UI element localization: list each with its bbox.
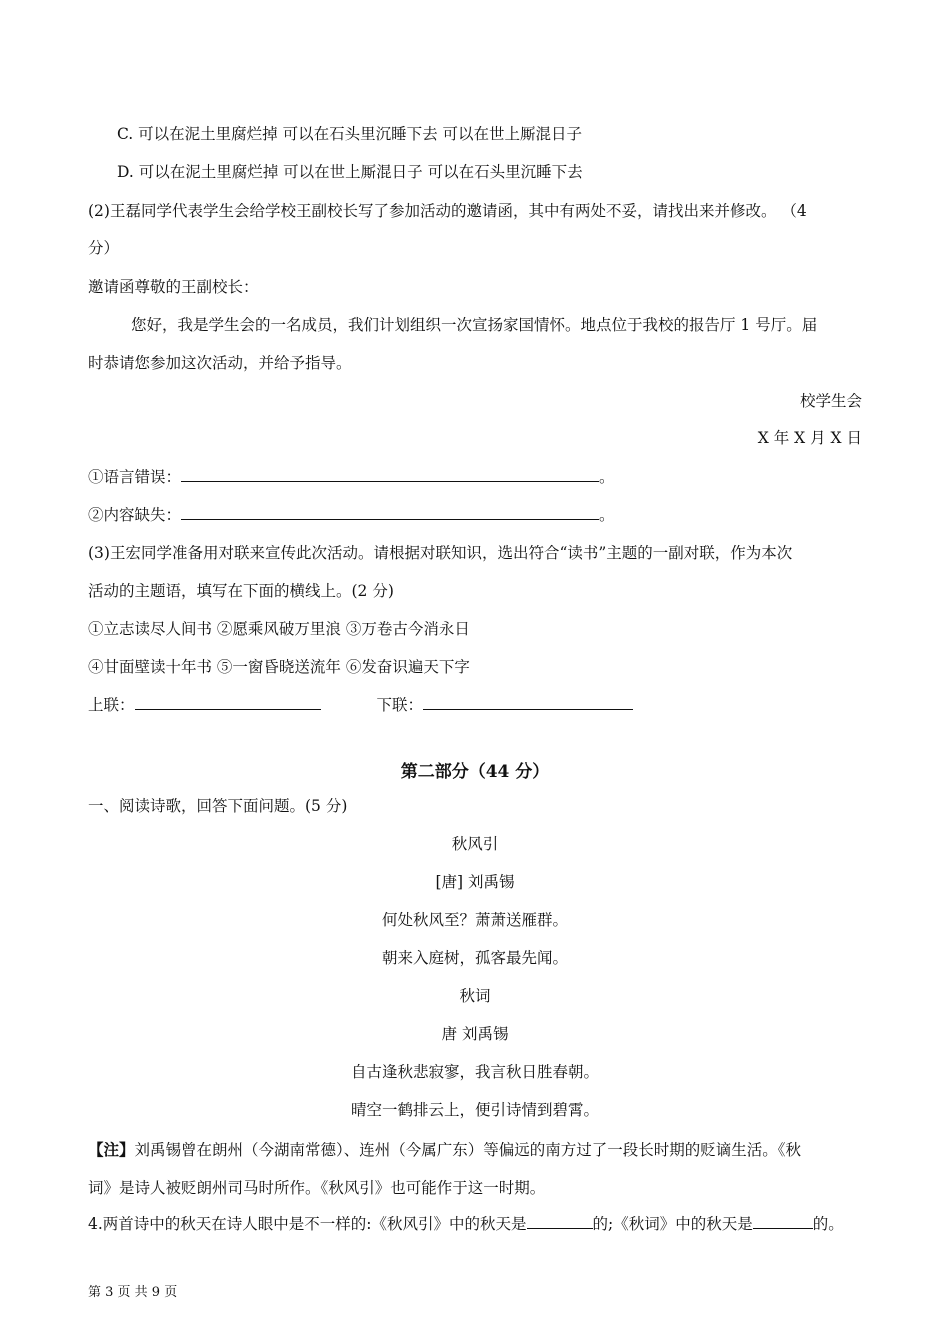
q4-blank-2[interactable]	[753, 1212, 813, 1229]
answer-content-missing	[88, 503, 615, 525]
couplet-options-line1: ①立志读尽人间书 ②愿乘风破万里浪 ③万卷古今消永日	[88, 620, 470, 638]
section-one-heading: 一、阅读诗歌，回答下面问题。(5 分)	[88, 797, 348, 815]
part-two-title: 第二部分（44 分）	[400, 762, 550, 782]
note-line1	[88, 1138, 801, 1160]
q3-prompt-line1: (3)王宏同学准备用对联来宣传此次活动。请根据对联知识，选出符合“读书”主题的一副对联，作为本次	[88, 544, 793, 562]
page-footer: 第 3 页 共 9 页	[88, 1285, 178, 1300]
upper-couplet-label: 上联：	[88, 696, 135, 714]
poem2-title: 秋词	[459, 987, 491, 1005]
couplet-answer-row	[88, 693, 633, 715]
couplet-options-line2: ④甘面壁读十年书 ⑤一窗昏晓送流年 ⑥发奋识遍天下字	[88, 658, 470, 676]
question-4	[88, 1212, 844, 1234]
q4-text-a: 4.两首诗中的秋天在诗人眼中是不一样的:《秋风引》中的秋天是	[88, 1215, 527, 1233]
option-c: C. 可以在泥土里腐烂掉 可以在石头里沉睡下去 可以在世上厮混日子	[117, 125, 583, 143]
poem1-line2: 朝来入庭树，孤客最先闻。	[381, 949, 568, 967]
note-text-line1: 刘禹锡曾在朗州（今湖南常德）、连州（今属广东）等偏远的南方过了一段长时期的贬谪生活。《秋	[134, 1141, 802, 1159]
poem2-author: 唐 刘禹锡	[441, 1025, 509, 1043]
answer-content-missing-blank[interactable]	[181, 503, 599, 520]
answer-language-error-blank[interactable]	[181, 465, 599, 482]
lower-couplet-label: 下联：	[376, 696, 424, 714]
q4-text-b: 的;《秋词》中的秋天是	[592, 1215, 753, 1233]
answer-language-error-label: ①语言错误：	[88, 468, 182, 486]
note-line2: 词》是诗人被贬朗州司马时所作。《秋风引》也可能作于这一时期。	[88, 1179, 546, 1197]
letter-date: X 年 X 月 X 日	[757, 429, 862, 447]
q4-blank-1[interactable]	[527, 1212, 593, 1229]
q2-prompt-line1: (2)王磊同学代表学生会给学校王副校长写了参加活动的邀请函，其中有两处不妥，请找出来并修改。 （4	[88, 202, 807, 220]
answer-content-missing-label: ②内容缺失：	[88, 506, 182, 524]
q2-prompt-line2: 分）	[88, 239, 120, 257]
note-label: 【注】	[88, 1140, 135, 1159]
poem1-line1: 何处秋风至？萧萧送雁群。	[381, 911, 568, 929]
upper-couplet-blank[interactable]	[135, 693, 321, 710]
letter-signature: 校学生会	[799, 392, 862, 410]
poem2-line2: 晴空一鹤排云上，便引诗情到碧霄。	[350, 1101, 599, 1119]
poem1-author: [唐] 刘禹锡	[435, 873, 515, 891]
letter-body-line2: 时恭请您参加这次活动，并给予指导。	[88, 354, 352, 372]
poem2-line1: 自古逢秋悲寂寥，我言秋日胜春朝。	[350, 1063, 599, 1081]
period: 。	[599, 506, 615, 524]
answer-language-error	[88, 465, 615, 487]
lower-couplet-blank[interactable]	[423, 693, 633, 710]
q3-prompt-line2: 活动的主题语，填写在下面的横线上。(2 分)	[88, 582, 394, 600]
period: 。	[599, 468, 615, 486]
option-d: D. 可以在泥土里腐烂掉 可以在世上厮混日子 可以在石头里沉睡下去	[117, 163, 583, 181]
poem1-title: 秋风引	[451, 835, 499, 853]
letter-body-line1: 您好，我是学生会的一名成员，我们计划组织一次宣扬家国情怀。地点位于我校的报告厅 1 号厅。届	[131, 316, 818, 334]
q4-text-c: 的。	[812, 1215, 844, 1233]
letter-heading: 邀请函尊敬的王副校长：	[88, 278, 259, 296]
